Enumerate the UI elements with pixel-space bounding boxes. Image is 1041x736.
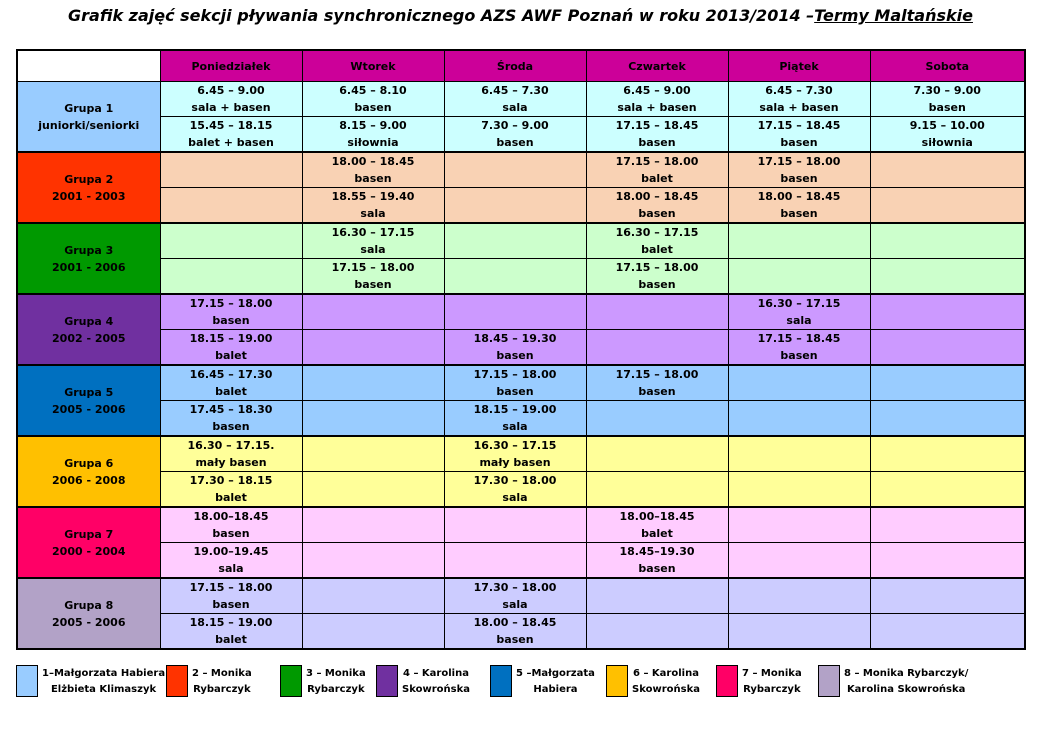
slot-time: 18.00 – 18.45	[473, 616, 557, 629]
slot-time: 18.00–18.45	[193, 510, 269, 523]
slot-time: 6.45 – 9.00	[623, 84, 691, 97]
slot-time: 18.00–18.45	[619, 510, 695, 523]
group-name: Grupa 4	[64, 314, 114, 328]
slot-place: sala + basen	[191, 101, 271, 114]
legend-line: Rybarczyk	[193, 684, 251, 695]
legend-swatch	[166, 665, 188, 697]
group-name: Grupa 2	[64, 172, 114, 186]
group-years: 2001 - 2003	[52, 189, 126, 203]
schedule-cell	[586, 507, 728, 543]
table-row	[17, 401, 1025, 437]
schedule-cell	[728, 401, 870, 437]
table-row	[17, 188, 1025, 224]
schedule-cell	[160, 259, 302, 295]
slot-place: sala	[502, 491, 528, 504]
schedule-cell	[444, 578, 586, 614]
slot-time: 9.15 – 10.00	[909, 119, 985, 132]
slot-place: sala + basen	[617, 101, 697, 114]
slot-time: 17.15 – 18.45	[615, 119, 699, 132]
schedule-cell	[302, 117, 444, 153]
slot-place: balet	[215, 633, 247, 646]
slot-time: 17.15 – 18.00	[189, 581, 273, 594]
schedule-cell	[160, 578, 302, 614]
slot-place: basen	[496, 633, 534, 646]
legend-line: 5 –Małgorzata	[516, 668, 595, 679]
legend-label	[844, 666, 968, 698]
slot-place: sala	[360, 243, 386, 256]
slot-time: 6.45 – 7.30	[765, 84, 833, 97]
day-header: Sobota	[870, 50, 1025, 82]
slot-time: 17.45 – 18.30	[189, 403, 273, 416]
slot-time: 17.15 – 18.00	[757, 155, 841, 168]
slot-place: sala + basen	[759, 101, 839, 114]
schedule-cell	[444, 152, 586, 188]
table-row	[17, 330, 1025, 366]
slot-time: 16.45 – 17.30	[189, 368, 273, 381]
schedule-cell	[444, 436, 586, 472]
legend-line: Rybarczyk	[307, 684, 365, 695]
slot-time: 17.15 – 18.45	[757, 332, 841, 345]
schedule-cell	[302, 436, 444, 472]
schedule-cell	[302, 401, 444, 437]
legend-line: 3 – Monika	[306, 668, 366, 679]
slot-time: 17.30 – 18.00	[473, 581, 557, 594]
schedule-cell	[160, 365, 302, 401]
slot-place: basen	[212, 598, 250, 611]
schedule-body	[17, 82, 1025, 650]
slot-place: basen	[780, 136, 818, 149]
slot-place: siłownia	[921, 136, 973, 149]
schedule-cell	[160, 614, 302, 650]
slot-time: 17.15 – 18.00	[189, 297, 273, 310]
schedule-cell	[728, 330, 870, 366]
schedule-cell	[444, 223, 586, 259]
slot-place: balet	[215, 385, 247, 398]
schedule-cell	[586, 117, 728, 153]
schedule-cell	[728, 188, 870, 224]
group-years: 2006 - 2008	[52, 473, 126, 487]
slot-time: 18.00 – 18.45	[757, 190, 841, 203]
schedule-cell	[870, 614, 1025, 650]
schedule-cell	[586, 259, 728, 295]
schedule-cell	[444, 117, 586, 153]
slot-place: basen	[780, 172, 818, 185]
group-years: 2000 - 2004	[52, 544, 126, 558]
schedule-cell	[728, 614, 870, 650]
slot-time: 17.30 – 18.15	[189, 474, 273, 487]
title-main: Grafik zajęć sekcji pływania synchronicznego AZS AWF Poznań w roku 2013/2014 –	[68, 6, 815, 25]
schedule-cell	[160, 152, 302, 188]
table-row	[17, 82, 1025, 117]
table-row	[17, 436, 1025, 472]
schedule-cell	[160, 436, 302, 472]
legend-line: Elżbieta Klimaszyk	[50, 684, 157, 695]
legend-swatch	[606, 665, 628, 697]
schedule-cell	[728, 259, 870, 295]
slot-place: basen	[354, 172, 392, 185]
schedule-cell	[728, 507, 870, 543]
schedule-cell	[728, 472, 870, 508]
schedule-cell	[728, 117, 870, 153]
slot-time: 6.45 – 8.10	[339, 84, 407, 97]
schedule-cell	[728, 152, 870, 188]
slot-time: 17.15 – 18.00	[473, 368, 557, 381]
schedule-cell	[870, 401, 1025, 437]
slot-place: balet + basen	[188, 136, 274, 149]
group-years: 2001 - 2006	[52, 260, 126, 274]
group-years: juniorki/seniorki	[38, 118, 140, 132]
slot-place: basen	[780, 349, 818, 362]
group-name: Grupa 1	[64, 101, 114, 115]
slot-time: 8.15 – 9.00	[339, 119, 407, 132]
schedule-cell	[870, 330, 1025, 366]
schedule-cell	[728, 294, 870, 330]
group-name: Grupa 7	[64, 527, 114, 541]
slot-time: 18.45–19.30	[619, 545, 695, 558]
slot-time: 16.30 – 17.15	[331, 226, 415, 239]
schedule-cell	[444, 507, 586, 543]
group-years: 2005 - 2006	[52, 615, 126, 629]
slot-place: basen	[212, 420, 250, 433]
slot-time: 18.15 – 19.00	[473, 403, 557, 416]
legend-line: 6 – Karolina	[633, 668, 699, 679]
schedule-cell	[586, 188, 728, 224]
slot-place: mały basen	[195, 456, 267, 469]
schedule-cell	[586, 152, 728, 188]
slot-time: 7.30 – 9.00	[481, 119, 549, 132]
schedule-cell	[302, 152, 444, 188]
group-cell	[17, 507, 160, 578]
legend-label	[192, 666, 252, 698]
slot-place: siłownia	[347, 136, 399, 149]
schedule-cell	[870, 436, 1025, 472]
schedule-cell	[870, 365, 1025, 401]
slot-time: 18.00 – 18.45	[331, 155, 415, 168]
schedule-cell	[302, 259, 444, 295]
legend-line: 1–Małgorzata Habiera	[42, 668, 166, 679]
slot-place: basen	[354, 101, 392, 114]
slot-time: 16.30 – 17.15	[757, 297, 841, 310]
slot-time: 17.15 – 18.00	[615, 261, 699, 274]
schedule-cell	[586, 82, 728, 117]
schedule-cell	[870, 578, 1025, 614]
schedule-table	[16, 49, 1026, 650]
legend-label	[632, 666, 700, 698]
slot-time: 15.45 – 18.15	[189, 119, 273, 132]
group-name: Grupa 3	[64, 243, 114, 257]
table-row	[17, 117, 1025, 153]
legend-line: 4 – Karolina	[403, 668, 469, 679]
slot-time: 16.30 – 17.15	[473, 439, 557, 452]
schedule-cell	[160, 294, 302, 330]
slot-time: 18.45 – 19.30	[473, 332, 557, 345]
schedule-cell	[586, 294, 728, 330]
schedule-cell	[444, 543, 586, 579]
schedule-cell	[302, 472, 444, 508]
slot-time: 18.55 – 19.40	[331, 190, 415, 203]
title-place: Termy Maltańskie	[814, 6, 973, 25]
slot-place: basen	[354, 278, 392, 291]
legend-swatch	[716, 665, 738, 697]
slot-place: basen	[212, 314, 250, 327]
group-name: Grupa 8	[64, 598, 114, 612]
schedule-cell	[160, 543, 302, 579]
slot-place: sala	[786, 314, 812, 327]
slot-time: 17.15 – 18.00	[615, 368, 699, 381]
schedule-cell	[870, 543, 1025, 579]
slot-place: basen	[638, 207, 676, 220]
slot-time: 18.00 – 18.45	[615, 190, 699, 203]
slot-place: sala	[502, 420, 528, 433]
legend-label	[402, 666, 470, 698]
schedule-cell	[728, 82, 870, 117]
table-row	[17, 365, 1025, 401]
table-row	[17, 259, 1025, 295]
slot-place: basen	[496, 385, 534, 398]
slot-place: balet	[641, 172, 673, 185]
slot-time: 6.45 – 9.00	[197, 84, 265, 97]
schedule-cell	[302, 82, 444, 117]
slot-place: basen	[638, 562, 676, 575]
table-row	[17, 152, 1025, 188]
legend-line: Karolina Skowrońska	[846, 684, 966, 695]
legend-line: 7 – Monika	[742, 668, 802, 679]
group-cell	[17, 436, 160, 507]
schedule-cell	[444, 401, 586, 437]
slot-time: 7.30 – 9.00	[913, 84, 981, 97]
schedule-cell	[586, 401, 728, 437]
schedule-cell	[586, 472, 728, 508]
schedule-cell	[728, 543, 870, 579]
slot-place: balet	[215, 349, 247, 362]
schedule-cell	[870, 259, 1025, 295]
schedule-cell	[444, 365, 586, 401]
legend-swatch	[16, 665, 38, 697]
schedule-cell	[586, 614, 728, 650]
schedule-cell	[586, 223, 728, 259]
slot-time: 16.30 – 17.15.	[187, 439, 275, 452]
schedule-cell	[302, 614, 444, 650]
slot-time: 17.15 – 18.00	[615, 155, 699, 168]
slot-time: 18.15 – 19.00	[189, 332, 273, 345]
schedule-cell	[302, 330, 444, 366]
legend-line: Rybarczyk	[743, 684, 801, 695]
slot-place: sala	[502, 101, 528, 114]
day-header: Poniedziałek	[160, 50, 302, 82]
schedule-cell	[728, 578, 870, 614]
table-row	[17, 507, 1025, 543]
slot-place: basen	[638, 278, 676, 291]
schedule-cell	[586, 543, 728, 579]
group-name: Grupa 5	[64, 385, 114, 399]
legend-swatch	[376, 665, 398, 697]
group-years: 2002 - 2005	[52, 331, 126, 345]
legend-swatch	[280, 665, 302, 697]
schedule-cell	[302, 543, 444, 579]
day-header: Środa	[444, 50, 586, 82]
schedule-cell	[160, 82, 302, 117]
schedule-cell	[586, 365, 728, 401]
slot-place: mały basen	[479, 456, 551, 469]
day-header: Piątek	[728, 50, 870, 82]
table-row	[17, 543, 1025, 579]
slot-time: 17.15 – 18.00	[331, 261, 415, 274]
legend-swatch	[490, 665, 512, 697]
slot-time: 16.30 – 17.15	[615, 226, 699, 239]
slot-time: 6.45 – 7.30	[481, 84, 549, 97]
schedule-cell	[870, 188, 1025, 224]
schedule-cell	[444, 259, 586, 295]
schedule-cell	[728, 223, 870, 259]
slot-place: basen	[928, 101, 966, 114]
group-name: Grupa 6	[64, 456, 114, 470]
slot-time: 18.15 – 19.00	[189, 616, 273, 629]
slot-place: basen	[496, 136, 534, 149]
schedule-cell	[160, 117, 302, 153]
group-years: 2005 - 2006	[52, 402, 126, 416]
schedule-cell	[160, 401, 302, 437]
schedule-cell	[444, 614, 586, 650]
header-row	[17, 50, 1025, 82]
schedule-cell	[870, 152, 1025, 188]
slot-place: balet	[215, 491, 247, 504]
schedule-cell	[160, 188, 302, 224]
legend-label	[742, 666, 802, 698]
legend-label	[42, 666, 165, 698]
group-cell	[17, 223, 160, 294]
slot-time: 19.00–19.45	[193, 545, 269, 558]
table-row	[17, 223, 1025, 259]
schedule-cell	[870, 82, 1025, 117]
schedule-cell	[302, 507, 444, 543]
group-cell	[17, 82, 160, 153]
table-row	[17, 294, 1025, 330]
schedule-cell	[160, 330, 302, 366]
schedule-cell	[444, 330, 586, 366]
table-row	[17, 578, 1025, 614]
schedule-cell	[870, 472, 1025, 508]
group-cell	[17, 294, 160, 365]
legend-line: 2 – Monika	[192, 668, 252, 679]
schedule-cell	[586, 578, 728, 614]
slot-place: balet	[641, 527, 673, 540]
schedule-cell	[160, 507, 302, 543]
schedule-cell	[444, 472, 586, 508]
schedule-cell	[870, 507, 1025, 543]
schedule-cell	[586, 436, 728, 472]
schedule-cell	[870, 294, 1025, 330]
schedule-cell	[302, 365, 444, 401]
slot-time: 17.30 – 18.00	[473, 474, 557, 487]
day-header: Czwartek	[586, 50, 728, 82]
corner-cell	[17, 50, 160, 82]
slot-place: balet	[641, 243, 673, 256]
legend-swatch	[818, 665, 840, 697]
legend-label	[306, 666, 366, 698]
legend-line: 8 – Monika Rybarczyk/	[844, 668, 969, 679]
slot-place: basen	[638, 136, 676, 149]
schedule-cell	[728, 436, 870, 472]
group-cell	[17, 152, 160, 223]
slot-place: basen	[780, 207, 818, 220]
schedule-cell	[586, 330, 728, 366]
legend-label	[516, 666, 595, 698]
schedule-cell	[444, 294, 586, 330]
day-header: Wtorek	[302, 50, 444, 82]
slot-place: sala	[360, 207, 386, 220]
slot-place: basen	[212, 527, 250, 540]
schedule-cell	[302, 294, 444, 330]
legend-line: Skowrońska	[632, 684, 700, 695]
slot-place: basen	[496, 349, 534, 362]
group-cell	[17, 578, 160, 649]
legend-line: Skowrońska	[402, 684, 470, 695]
schedule-cell	[444, 82, 586, 117]
slot-place: basen	[638, 385, 676, 398]
schedule-cell	[728, 365, 870, 401]
schedule-cell	[302, 223, 444, 259]
page-title	[0, 6, 1041, 25]
slot-time: 17.15 – 18.45	[757, 119, 841, 132]
slot-place: sala	[218, 562, 244, 575]
schedule-cell	[160, 472, 302, 508]
slot-place: sala	[502, 598, 528, 611]
schedule-cell	[870, 117, 1025, 153]
schedule-cell	[870, 223, 1025, 259]
schedule-cell	[302, 578, 444, 614]
schedule-cell	[302, 188, 444, 224]
table-row	[17, 472, 1025, 508]
legend-line: Habiera	[533, 684, 578, 695]
group-cell	[17, 365, 160, 436]
table-row	[17, 614, 1025, 650]
schedule-cell	[160, 223, 302, 259]
schedule-cell	[444, 188, 586, 224]
